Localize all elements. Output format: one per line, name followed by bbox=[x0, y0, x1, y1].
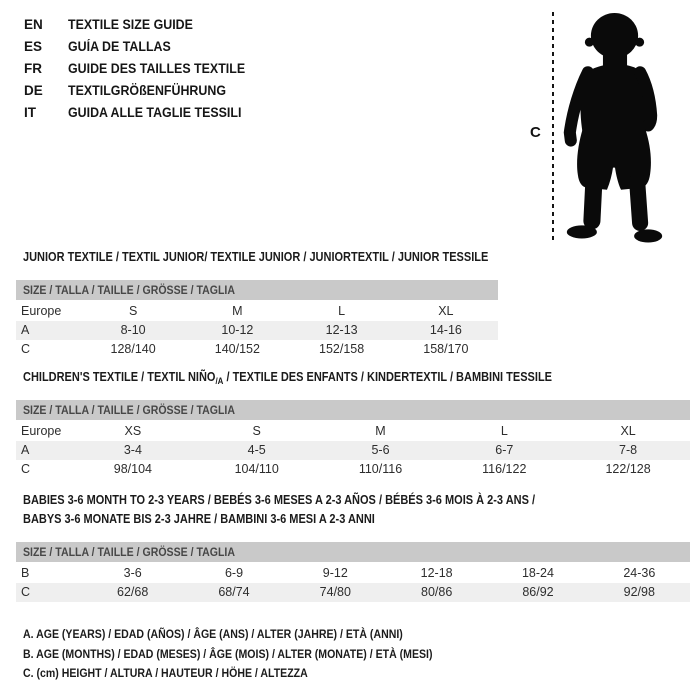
size-cell: 122/128 bbox=[605, 462, 651, 476]
babies-section-heading: BABIES 3-6 MONTH TO 2-3 YEARS / BEBÉS 3-6 MESES A 2-3 AÑOS / BÉBÉS 3-6 MOIS À 2-3 ANS / BABYS 3-6 MONATE BIS 2-3 JAHRE / BAMBINI 3-6 MESI A 2-3 ANNI bbox=[23, 493, 536, 526]
table-row bbox=[16, 460, 690, 479]
row-label: A bbox=[21, 443, 30, 457]
legend-line-c: C. (cm) HEIGHT / ALTURA / HAUTEUR / HÖHE / ALTEZZA bbox=[23, 666, 308, 680]
lang-code: FR bbox=[24, 61, 42, 76]
size-cell: L bbox=[500, 424, 508, 438]
size-cell: 18-24 bbox=[521, 566, 554, 580]
children-size-table bbox=[16, 400, 690, 479]
size-cell: M bbox=[232, 304, 243, 318]
size-cell: 152/158 bbox=[319, 342, 365, 356]
legend-line-b: B. AGE (MONTHS) / EDAD (MESES) / ÂGE (MOIS) / ALTER (MONATE) / ETÀ (MESI) bbox=[23, 646, 433, 661]
table-row bbox=[16, 321, 498, 340]
language-title-list bbox=[24, 14, 261, 124]
size-cell: 98/104 bbox=[113, 462, 153, 476]
size-cell: 5-6 bbox=[371, 443, 390, 457]
size-cell: 24-36 bbox=[623, 566, 656, 580]
height-measure-label: C bbox=[530, 124, 541, 141]
size-cell: 7-8 bbox=[619, 443, 638, 457]
table-row bbox=[16, 340, 498, 359]
table-row bbox=[16, 583, 690, 602]
table-row bbox=[16, 302, 498, 321]
size-cell: 9-12 bbox=[322, 566, 348, 580]
size-cell: S bbox=[128, 304, 138, 318]
size-cell: 10-12 bbox=[221, 323, 254, 337]
size-cell: 12-13 bbox=[325, 323, 358, 337]
row-label: B bbox=[21, 566, 30, 580]
row-label: A bbox=[21, 323, 30, 337]
lang-row-fr bbox=[24, 58, 261, 80]
table-size-header bbox=[16, 400, 690, 420]
lang-title: GUÍA DE TALLAS bbox=[68, 39, 171, 54]
babies-size-table bbox=[16, 542, 690, 602]
children-section-heading: CHILDREN'S TEXTILE / TEXTIL $NIÑO_{/A}$ / TEXTILE DES ENFANTS / KINDERTEXTIL / BAMBINI TESSILE bbox=[23, 370, 553, 386]
table-size-header-text: SIZE / TALLA / TAILLE / GRÖSSE / TAGLIA bbox=[23, 403, 235, 417]
size-cell: 62/68 bbox=[117, 585, 149, 599]
size-cell: XL bbox=[620, 424, 636, 438]
row-label: Europe bbox=[21, 304, 62, 318]
size-cell: 104/110 bbox=[234, 462, 279, 476]
size-cell: 92/98 bbox=[623, 585, 655, 599]
heading-subscript: /A bbox=[215, 376, 224, 386]
lang-title: TEXTILE SIZE GUIDE bbox=[68, 17, 193, 32]
size-cell: 6-9 bbox=[224, 566, 244, 580]
size-cell: 14-16 bbox=[429, 323, 462, 337]
table-size-header bbox=[16, 542, 690, 562]
lang-code: DE bbox=[24, 83, 43, 98]
size-cell: 110/116 bbox=[358, 462, 403, 476]
lang-row-en bbox=[24, 14, 261, 36]
lang-title: TEXTILGRÖßENFÜHRUNG bbox=[68, 83, 227, 98]
size-cell: 74/80 bbox=[319, 585, 351, 599]
lang-code: IT bbox=[24, 105, 36, 120]
size-cell: 4-5 bbox=[247, 443, 266, 457]
size-cell: 3-4 bbox=[123, 443, 142, 457]
table-row bbox=[16, 441, 690, 460]
lang-row-de bbox=[24, 80, 261, 102]
size-cell: 86/92 bbox=[522, 585, 554, 599]
size-cell: 3-6 bbox=[123, 566, 142, 580]
lang-row-it bbox=[24, 102, 261, 124]
table-size-header-text: SIZE / TALLA / TAILLE / GRÖSSE / TAGLIA bbox=[23, 545, 235, 559]
junior-size-table bbox=[16, 280, 498, 359]
size-cell: S bbox=[252, 424, 261, 438]
size-cell: 80/86 bbox=[421, 585, 453, 599]
height-measure-dashed-line bbox=[552, 12, 554, 242]
row-label: C bbox=[21, 585, 31, 599]
size-cell: 128/140 bbox=[110, 342, 156, 356]
lang-title: GUIDA ALLE TAGLIE TESSILI bbox=[68, 105, 242, 120]
size-cell: 140/152 bbox=[214, 342, 260, 356]
toddler-silhouette-icon bbox=[563, 10, 665, 246]
lang-row-es bbox=[24, 36, 261, 58]
size-cell: 6-7 bbox=[495, 443, 514, 457]
measure-legend bbox=[23, 625, 488, 684]
row-label: C bbox=[21, 462, 31, 476]
lang-title: GUIDE DES TAILLES TEXTILE bbox=[68, 61, 246, 76]
size-cell: L bbox=[338, 304, 346, 318]
lang-code: EN bbox=[24, 17, 43, 32]
size-cell: XS bbox=[124, 424, 142, 438]
table-row bbox=[16, 422, 690, 441]
size-cell: 68/74 bbox=[218, 585, 250, 599]
size-cell: 12-18 bbox=[420, 566, 453, 580]
junior-section-heading: JUNIOR TEXTILE / TEXTIL JUNIOR/ TEXTILE JUNIOR / JUNIORTEXTIL / JUNIOR TESSILE bbox=[23, 250, 489, 264]
size-cell: 8-10 bbox=[120, 323, 146, 337]
lang-code: ES bbox=[24, 39, 43, 54]
row-label: C bbox=[21, 342, 31, 356]
row-label: Europe bbox=[21, 424, 62, 438]
size-cell: M bbox=[375, 424, 386, 438]
table-size-header bbox=[16, 280, 498, 300]
size-cell: 116/122 bbox=[482, 462, 527, 476]
table-size-header-text: SIZE / TALLA / TAILLE / GRÖSSE / TAGLIA bbox=[23, 283, 235, 297]
table-row bbox=[16, 564, 690, 583]
legend-line-a: A. AGE (YEARS) / EDAD (AÑOS) / ÂGE (ANS) / ALTER (JAHRE) / ETÀ (ANNI) bbox=[23, 627, 403, 641]
size-cell: 158/170 bbox=[423, 342, 469, 356]
size-cell: XL bbox=[438, 304, 454, 318]
